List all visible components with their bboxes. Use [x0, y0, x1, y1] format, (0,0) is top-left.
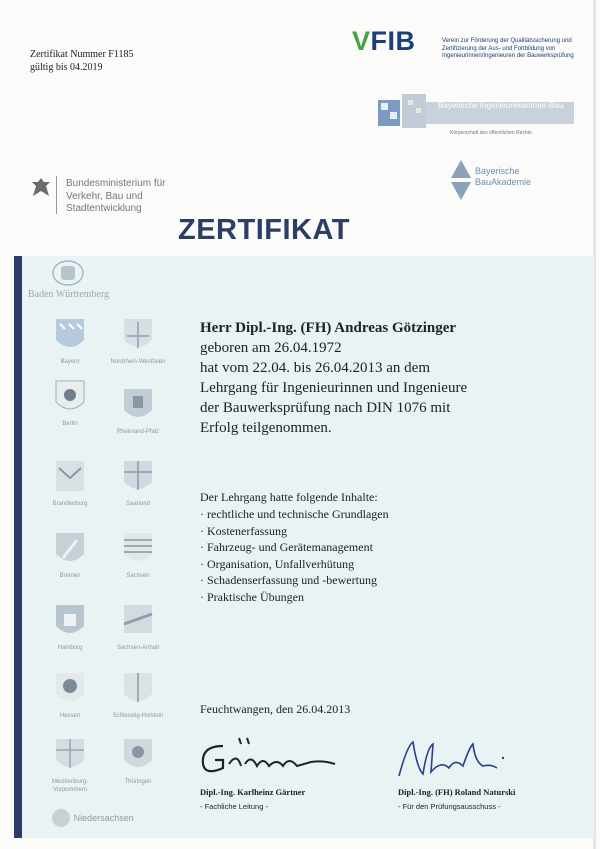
bauakademie-icon — [451, 160, 471, 200]
state-bayern: Bayern — [42, 318, 98, 366]
certificate-number: Zertifikat Nummer F1185 — [30, 49, 134, 60]
state-rheinland-pfalz: Rheinland-Pfalz — [110, 388, 166, 436]
list-item: · rechtliche und technische Grundlagen — [200, 506, 389, 523]
list-item: · Praktische Übungen — [200, 589, 389, 606]
list-item: · Fahrzeug- und Gerätemanagement — [200, 539, 389, 556]
bauakademie-name: Bayerische BauAkademie — [475, 166, 532, 187]
thueringen-coat-icon — [123, 738, 153, 774]
signer-1-role: - Fachliche Leitung - — [200, 802, 268, 811]
vfib-logo — [352, 26, 416, 57]
bw-label: Baden Württemberg — [28, 289, 109, 300]
ministry-name: Bundesministerium für Verkehr, Bau und Stadtentwicklung — [66, 178, 166, 214]
vfib-description: Verein zur Förderung der Qualitätssicherung und Zertifizierung der Aus- und Fortbildung von Ingenieurinnen/Ingenieuren der Bauwerksprüfung — [442, 38, 574, 59]
place-date: Feuchtwangen, den 26.04.2013 — [200, 702, 351, 716]
brandenburg-eagle-icon — [55, 460, 85, 496]
vfib-logo-v: V — [352, 26, 371, 56]
state-berlin: Berlin — [42, 380, 98, 428]
signature-2-drawing — [393, 738, 513, 783]
statement-line-2: Lehrgang für Ingenieurinnen und Ingenieure — [200, 380, 468, 396]
list-item: · Kostenerfassung — [200, 523, 389, 540]
state-sachsen: Sachsen — [110, 532, 166, 580]
page-title: ZERTIFIKAT — [178, 214, 350, 246]
signer-1-name: Dipl.-Ing. Karlheinz Gärtner — [200, 787, 306, 797]
signature-gaertner — [193, 730, 343, 780]
certificate-statement — [200, 338, 540, 438]
sh-coat-icon — [123, 672, 153, 708]
state-bremen: Bremen — [42, 532, 98, 580]
mv-coat-icon — [55, 738, 85, 774]
bayern-coat-icon — [55, 318, 85, 354]
signer-2-name: Dipl.-Ing. (FH) Roland Naturski — [398, 787, 516, 797]
rlp-coat-icon — [123, 388, 153, 424]
ministry-logo — [30, 176, 190, 220]
recipient-born: geboren am 26.04.1972 — [200, 340, 342, 356]
contents-title: Der Lehrgang hatte folgende Inhalte: — [200, 490, 378, 504]
state-thueringen: Thüringen — [110, 738, 166, 786]
statement-line-4: Erfolg teilgenommen. — [200, 420, 332, 436]
statement-line-3: der Bauwerksprüfung nach DIN 1076 mit — [200, 400, 451, 416]
signer-2-role: - Für den Prüfungsausschuss - — [398, 802, 501, 811]
bauakademie-logo — [445, 160, 565, 205]
niedersachsen-horse-icon — [50, 808, 72, 828]
hamburg-castle-icon — [55, 604, 85, 640]
bik-logo — [378, 88, 578, 148]
state-niedersachsen: Niedersachsen — [50, 808, 160, 828]
state-hessen: Hessen — [42, 672, 98, 720]
federal-eagle-icon — [30, 176, 52, 200]
state-nrw: Nordrhein-Westfalen — [110, 318, 166, 366]
bremen-key-icon — [55, 532, 85, 568]
recipient-name: Herr Dipl.-Ing. (FH) Andreas Götzinger — [200, 320, 457, 336]
list-item: · Organisation, Unfallverhütung — [200, 556, 389, 573]
sachsen-anhalt-coat-icon — [123, 604, 153, 640]
statement-line-1: hat vom 22.04. bis 26.04.2013 an dem — [200, 360, 430, 376]
bw-coat-of-arms-icon — [52, 260, 84, 286]
state-brandenburg: Brandenburg — [42, 460, 98, 508]
signature-naturski — [393, 738, 513, 783]
state-schleswig-holstein: Schleswig-Holstein — [110, 672, 166, 720]
state-sachsen-anhalt: Sachsen-Anhalt — [110, 604, 166, 652]
sachsen-coat-icon — [123, 532, 153, 568]
certificate-number-block — [30, 48, 134, 74]
state-hamburg: Hamburg — [42, 604, 98, 652]
ministry-divider — [56, 176, 57, 214]
list-item: · Schadenserfassung und -bewertung — [200, 572, 389, 589]
bik-name: Bayerische Ingenieurekammer-Bau — [438, 101, 564, 110]
state-saarland: Saarland — [110, 460, 166, 508]
contents-list — [200, 506, 389, 605]
certificate-validity: gültig bis 04.2019 — [30, 62, 103, 73]
state-logos — [20, 256, 178, 838]
bik-subtitle: Körperschaft des öffentlichen Rechts — [450, 130, 532, 136]
hessen-lion-icon — [55, 672, 85, 708]
vfib-logo-fib: FIB — [370, 26, 416, 56]
state-mv: Mecklenburg-Vorpommern — [38, 738, 102, 794]
saarland-coat-icon — [123, 460, 153, 496]
nrw-coat-icon — [123, 318, 153, 354]
signature-1-drawing — [193, 730, 343, 780]
berlin-bear-icon — [55, 380, 85, 416]
